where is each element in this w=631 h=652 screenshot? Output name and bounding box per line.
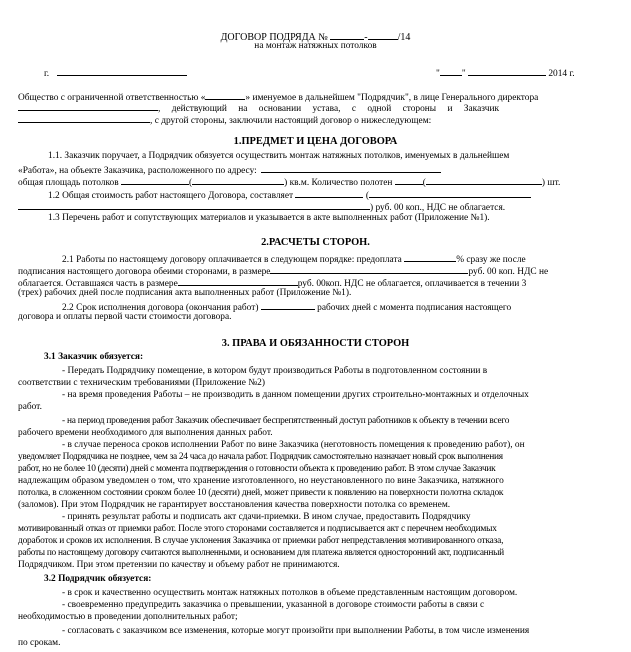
customer-obligation-line: (заломов). При этом Подрядчик не гарантирует восстановления качества поверхности потолка со временем. xyxy=(18,500,451,510)
clause-2-1-line-4: (трех) рабочих дней после подписания акта выполненных работ (Приложение №1). xyxy=(18,288,352,298)
customer-obligation-line: доработок и сроков их исполнения. В случае уклонения Заказчика от приемки работ непредставления мотивированного отказа, xyxy=(18,536,504,546)
clause-text: подписания настоящего договора обеими сторонами, в размере xyxy=(18,267,271,277)
section-1-heading: 1.ПРЕДМЕТ И ЦЕНА ДОГОВОРА xyxy=(233,136,398,147)
customer-obligation-line: работ. xyxy=(18,402,42,412)
preamble-line-3 xyxy=(18,113,615,127)
clause-text: кв.м. Количество полотен xyxy=(289,178,393,188)
customer-obligation-line: соответствии с техническим требованиями (Приложение №2) xyxy=(18,378,265,388)
contractor-obligation-line: - своевременно предупредить заказчика о превышении, указанной в договоре стоимости работы в связи с xyxy=(62,600,485,610)
cost-words-blank-2 xyxy=(18,200,370,210)
clause-text: руб. 00коп. НДС не облагается, оплачивается в течении 3 xyxy=(297,279,527,289)
date-quote-open: " xyxy=(436,69,440,79)
clause-text: руб. 00 коп. НДС не xyxy=(468,267,549,277)
prepay-blank xyxy=(404,252,456,262)
contractor-obligation-line: необходимостью в проведении дополнительных работ; xyxy=(18,612,238,622)
section-3-heading: 3. ПРАВА И ОБЯЗАННОСТИ СТОРОН xyxy=(221,338,410,349)
title-dash: - xyxy=(364,32,368,43)
cost-words-blank xyxy=(369,188,531,198)
clause-text: рабочих дней с момента подписания настоящего xyxy=(317,303,512,313)
clause-text: ) шт. xyxy=(541,178,561,188)
company-blank xyxy=(205,90,245,100)
contractor-obligation-line: - согласовать с заказчиком все изменения, которые могут произойти при выполнении Работы, в том числе изменения xyxy=(62,626,530,636)
contractor-obligation-line: - в срок и качественно осуществить монтаж натяжных потолков в объеме представленным настоящим договором. xyxy=(62,588,518,598)
customer-blank xyxy=(18,113,150,123)
clause-1-2-line-2 xyxy=(18,200,505,214)
director-blank xyxy=(18,101,158,111)
clause-text: 2.2 Срок исполнения договора (окончания работ) xyxy=(62,303,259,313)
contract-number-blank xyxy=(330,30,364,40)
area-blank xyxy=(121,175,189,185)
term-blank xyxy=(261,300,315,310)
date-line xyxy=(436,66,575,80)
customer-obligation-line: надлежащим образом уведомлен о том, что хранение изготовленного, но неустановленного по вине Заказчика, натяжного xyxy=(18,476,504,486)
preamble-text: Общество с ограниченной ответственностью « xyxy=(18,93,206,103)
title-suffix: /14 xyxy=(397,32,411,43)
customer-obligation-line: - на период проведения работ Заказчик обеспечивает беспрепятственный доступ работников к объекту в течении всего xyxy=(62,416,510,426)
date-quote-close: " xyxy=(461,69,466,79)
contract-subtitle: на монтаж натяжных потолков xyxy=(254,41,377,51)
preamble-text: » именуемое в дальнейшем "Подрядчик", в лице Генерального директора xyxy=(245,93,539,103)
clause-text: облагается. Оставшаяся часть в размере xyxy=(18,279,178,289)
city-line xyxy=(44,66,187,80)
customer-obligation-line: потолка, в сложенном состоянии сроком более 10 (десяти) дней, может привести к появлению на поверхности полотна складок xyxy=(18,488,504,498)
month-blank xyxy=(468,66,546,76)
remainder-blank xyxy=(178,276,298,286)
preamble-text: , действующий на основании устава, с одной стороны и Заказчик xyxy=(158,104,500,114)
customer-obligations-heading: 3.1 Заказчик обязуется: xyxy=(44,352,144,362)
customer-obligation-line: Подрядчиком. При этом претензии по качеству и объему работ не принимаются. xyxy=(18,560,340,570)
customer-obligation-line: - на время проведения Работы – не производить в данном помещении других строительно-монтажных и отделочных xyxy=(62,390,529,400)
customer-obligation-line: - принять результат работы и подписать акт сдачи-приемки. В ином случае, предоставить Подрядчику xyxy=(62,512,471,522)
city-prefix: г. xyxy=(44,69,50,79)
contractor-obligation-line: по срокам. xyxy=(18,638,61,648)
day-blank xyxy=(440,66,462,76)
clause-text: общая площадь потолков xyxy=(18,178,119,188)
contractor-obligations-heading: 3.2 Подрядчик обязуется: xyxy=(44,574,152,584)
clause-1-1-line-1: 1.1. Заказчик поручает, а Подрядчик обязуется осуществить монтаж натяжных потолков, именуемых в дальнейшем xyxy=(48,151,510,161)
count-words-blank xyxy=(426,175,542,185)
clause-1-3: 1.3 Перечень работ и сопутствующих материалов и указывается в акте выполненных работ (Приложение №1). xyxy=(48,213,490,223)
customer-obligation-line: работы по настоящему договору считаются выполненными, и основанием для платежа является односторонний акт, подписанный xyxy=(18,548,504,558)
clause-text: ) руб. 00 коп., НДС не облагается. xyxy=(370,203,506,213)
preamble-text: , с другой стороны, заключили настоящий договор о нижеследующем: xyxy=(150,116,432,126)
cost-blank xyxy=(295,188,363,198)
customer-obligation-line: рабочего времени необходимого для выполнения данных работ. xyxy=(18,428,273,438)
area-words-blank xyxy=(192,175,284,185)
clause-1-1-line-3: общая площадь потолков ( ) кв.м. Количество полотен ( ) шт. xyxy=(18,175,560,189)
contract-number-blank-2 xyxy=(368,30,398,40)
title-prefix: ДОГОВОР ПОДРЯДА № xyxy=(220,32,328,43)
year: 2014 г. xyxy=(548,69,575,79)
prepay-amount-blank xyxy=(270,264,468,274)
customer-obligation-line: - в случае переноса сроков исполнении Работ по вине Заказчика (неготовность помещения к проведению работ), он xyxy=(62,440,525,450)
customer-obligation-line: мотивированный отказ от приемки работ. После этого сторонами составляется и подписывается акт с перечнем необходимых xyxy=(18,524,497,534)
customer-obligation-line: уведомляет Подрядчика не позднее, чем за 24 часа до начала работ. Подрядчик самостоятельно назначает новый срок выполнения xyxy=(18,452,503,462)
clause-1-2-line-1: 1.2 Общая стоимость работ настоящего Договора, составляет ( xyxy=(48,188,531,202)
clause-2-2-line-2: договора и оплаты первой части стоимости договора. xyxy=(18,312,232,322)
clause-text: «Работа», на объекте Заказчика, расположенного по адресу: xyxy=(18,166,257,176)
customer-obligation-line: работ, но не более 10 (десяти) дней с момента подтверждения о готовности объекта к проведению работ. В этом случае Заказчик xyxy=(18,464,496,474)
count-blank xyxy=(395,175,423,185)
clause-text: % сразу же после xyxy=(456,255,526,265)
section-2-heading: 2.РАСЧЕТЫ СТОРОН. xyxy=(261,237,370,248)
clause-text: 1.2 Общая стоимость работ настоящего Договора, составляет xyxy=(48,191,294,201)
city-blank xyxy=(57,66,187,76)
customer-obligation-line: - Передать Подрядчику помещение, в котором будут производиться Работы в подготовленном состоянии в xyxy=(62,366,488,376)
address-blank xyxy=(261,163,441,173)
clause-text: 2.1 Работы по настоящему договору оплачивается в следующем порядке: предоплата xyxy=(62,255,402,265)
